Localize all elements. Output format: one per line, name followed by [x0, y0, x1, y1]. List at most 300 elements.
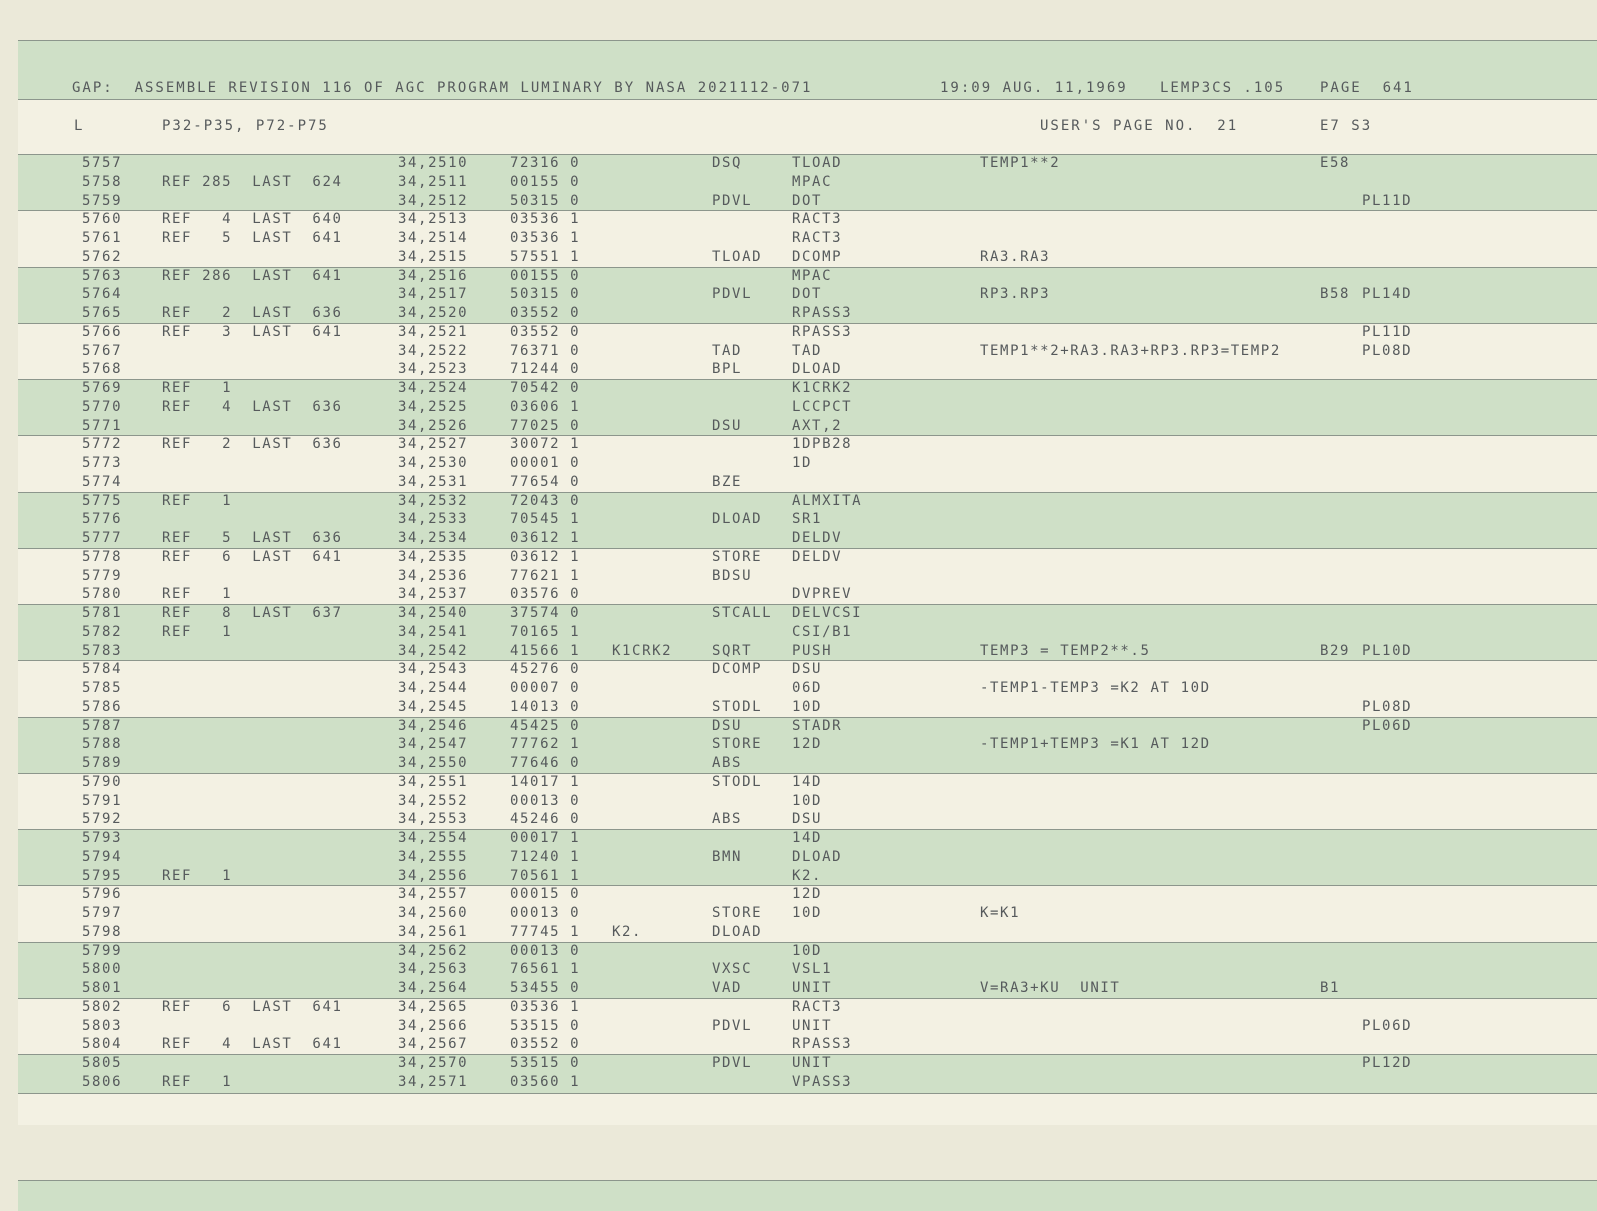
operand: UNIT [792, 1017, 833, 1034]
operand: K1CRK2 [792, 380, 853, 396]
section-title: P32-P35, P72-P75 [162, 118, 329, 134]
sequence-number: 5771 [82, 417, 123, 434]
memory-address: 34,2557 [398, 886, 469, 903]
opcode: STORE [712, 905, 763, 921]
opcode: BPL [712, 361, 743, 378]
code-comment: -TEMP1+TEMP3 =K1 AT 12D [980, 736, 1211, 753]
operand: 10D [792, 792, 823, 809]
memory-address: 34,2530 [398, 455, 469, 471]
octal-word: 77025 0 [510, 417, 581, 434]
opcode: SQRT [712, 642, 753, 659]
listing-row [0, 792, 1597, 811]
listing-row [0, 1054, 1597, 1073]
reference-info: REF 5 LAST 636 [162, 530, 343, 546]
octal-word: 76371 0 [510, 342, 581, 359]
octal-word: 72316 0 [510, 155, 581, 171]
opcode: STORE [712, 548, 763, 565]
memory-address: 34,2537 [398, 586, 469, 603]
operand: DELDV [792, 530, 843, 546]
octal-word: 71240 1 [510, 848, 581, 865]
octal-word: 03612 1 [510, 548, 581, 565]
memory-address: 34,2542 [398, 642, 469, 659]
sequence-number: 5788 [82, 736, 123, 753]
memory-address: 34,2565 [398, 998, 469, 1015]
reference-info: REF 286 LAST 641 [162, 267, 343, 284]
opcode: PDVL [712, 192, 753, 209]
sequence-number: 5798 [82, 923, 123, 940]
operand: DELVCSI [792, 605, 863, 621]
listing-row [0, 154, 1597, 173]
listing-row [0, 604, 1597, 623]
opcode: BDSU [712, 567, 753, 584]
memory-address: 34,2564 [398, 980, 469, 996]
listing-end-rule [18, 1093, 1597, 1094]
octal-word: 03536 1 [510, 998, 581, 1015]
listing-row [0, 267, 1597, 286]
operand: 10D [792, 942, 823, 959]
octal-word: 03612 1 [510, 530, 581, 546]
listing-marker: L [74, 118, 85, 134]
memory-address: 34,2513 [398, 211, 469, 228]
operand: RPASS3 [792, 305, 853, 321]
opcode: STODL [712, 773, 763, 790]
memory-address: 34,2515 [398, 248, 469, 265]
memory-address: 34,2523 [398, 361, 469, 378]
listing-row [0, 417, 1597, 436]
reference-info: REF 8 LAST 637 [162, 605, 343, 621]
listing-row [0, 717, 1597, 736]
octal-word: 00015 0 [510, 886, 581, 903]
code-comment: RA3.RA3 [980, 248, 1051, 265]
memory-address: 34,2541 [398, 623, 469, 640]
listing-row [0, 848, 1597, 867]
sequence-number: 5766 [82, 323, 123, 340]
octal-word: 71244 0 [510, 361, 581, 378]
octal-word: 00155 0 [510, 267, 581, 284]
operand: UNIT [792, 980, 833, 996]
sequence-number: 5786 [82, 698, 123, 715]
code-label: K1CRK2 [612, 642, 673, 659]
octal-word: 70561 1 [510, 867, 581, 884]
sequence-number: 5800 [82, 961, 123, 978]
opcode: TAD [712, 342, 743, 359]
listing-row [0, 960, 1597, 979]
opcode: PDVL [712, 1055, 753, 1071]
memory-address: 34,2535 [398, 548, 469, 565]
listing-row [0, 379, 1597, 398]
listing-row [0, 510, 1597, 529]
sequence-number: 5775 [82, 492, 123, 509]
pushlist-code: PL11D [1362, 192, 1413, 209]
sequence-number: 5769 [82, 380, 123, 396]
memory-address: 34,2525 [398, 398, 469, 415]
pushlist-code: PL06D [1362, 717, 1413, 734]
page-ref: B1 [1320, 980, 1341, 996]
code-comment: RP3.RP3 [980, 286, 1051, 303]
user-page-number: USER'S PAGE NO. 21 [1040, 118, 1239, 134]
sequence-number: 5782 [82, 623, 123, 640]
octal-word: 53515 0 [510, 1055, 581, 1071]
memory-address: 34,2543 [398, 661, 469, 678]
memory-address: 34,2551 [398, 773, 469, 790]
memory-address: 34,2561 [398, 923, 469, 940]
listing-code: E7 S3 [1320, 118, 1373, 134]
octal-word: 77646 0 [510, 755, 581, 771]
listing-row [0, 173, 1597, 192]
memory-address: 34,2531 [398, 473, 469, 490]
listing-row [0, 435, 1597, 454]
sequence-number: 5779 [82, 567, 123, 584]
octal-word: 00007 0 [510, 680, 581, 696]
sequence-number: 5792 [82, 811, 123, 828]
operand: SR1 [792, 511, 823, 528]
memory-address: 34,2540 [398, 605, 469, 621]
operand: MPAC [792, 173, 833, 190]
memory-address: 34,2544 [398, 680, 469, 696]
memory-address: 34,2571 [398, 1073, 469, 1090]
opcode: DCOMP [712, 661, 763, 678]
assembly-job: LEMP3CS .105 [1160, 80, 1286, 96]
sequence-number: 5785 [82, 680, 123, 696]
reference-info: REF 2 LAST 636 [162, 305, 343, 321]
listing-row [0, 942, 1597, 961]
sequence-number: 5796 [82, 886, 123, 903]
operand: DCOMP [792, 248, 843, 265]
operand: RACT3 [792, 211, 843, 228]
sequence-number: 5765 [82, 305, 123, 321]
page-number: PAGE 641 [1320, 80, 1414, 96]
sequence-number: 5760 [82, 211, 123, 228]
listing-row [0, 754, 1597, 773]
octal-word: 03552 0 [510, 305, 581, 321]
memory-address: 34,2547 [398, 736, 469, 753]
operand: K2. [792, 867, 823, 884]
memory-address: 34,2511 [398, 173, 469, 190]
sequence-number: 5799 [82, 942, 123, 959]
code-comment: TEMP1**2+RA3.RA3+RP3.RP3=TEMP2 [980, 342, 1281, 359]
opcode: ABS [712, 811, 743, 828]
memory-address: 34,2527 [398, 436, 469, 453]
operand: 14D [792, 830, 823, 846]
memory-address: 34,2510 [398, 155, 469, 171]
opcode: ABS [712, 755, 743, 771]
operand: DELDV [792, 548, 843, 565]
octal-word: 45246 0 [510, 811, 581, 828]
memory-address: 34,2554 [398, 830, 469, 846]
octal-word: 00017 1 [510, 830, 581, 846]
memory-address: 34,2512 [398, 192, 469, 209]
operand: 06D [792, 680, 823, 696]
operand: RPASS3 [792, 323, 853, 340]
operand: PUSH [792, 642, 833, 659]
sequence-number: 5793 [82, 830, 123, 846]
listing-row [0, 1017, 1597, 1036]
listing-row [0, 229, 1597, 248]
octal-word: 00001 0 [510, 455, 581, 471]
operand: 1D [792, 455, 813, 471]
listing-row [0, 285, 1597, 304]
octal-word: 57551 1 [510, 248, 581, 265]
memory-address: 34,2567 [398, 1036, 469, 1053]
operand: 1DPB28 [792, 436, 853, 453]
reference-info: REF 5 LAST 641 [162, 230, 343, 246]
octal-word: 03552 0 [510, 323, 581, 340]
listing-row [0, 698, 1597, 717]
sequence-number: 5797 [82, 905, 123, 921]
pushlist-code: PL08D [1362, 698, 1413, 715]
pushlist-code: PL08D [1362, 342, 1413, 359]
memory-address: 34,2553 [398, 811, 469, 828]
memory-address: 34,2532 [398, 492, 469, 509]
octal-word: 77621 1 [510, 567, 581, 584]
operand: DVPREV [792, 586, 853, 603]
sequence-number: 5780 [82, 586, 123, 603]
octal-word: 76561 1 [510, 961, 581, 978]
sequence-number: 5759 [82, 192, 123, 209]
reference-info: REF 1 [162, 380, 233, 396]
reference-info: REF 4 LAST 636 [162, 398, 343, 415]
sequence-number: 5790 [82, 773, 123, 790]
sequence-number: 5803 [82, 1017, 123, 1034]
listing-row [0, 810, 1597, 829]
sequence-number: 5757 [82, 155, 123, 171]
operand: STADR [792, 717, 843, 734]
operand: LCCPCT [792, 398, 853, 415]
octal-word: 37574 0 [510, 605, 581, 621]
opcode: VXSC [712, 961, 753, 978]
octal-word: 00013 0 [510, 942, 581, 959]
listing-row [0, 623, 1597, 642]
memory-address: 34,2522 [398, 342, 469, 359]
assembly-datetime: 19:09 AUG. 11,1969 [940, 80, 1128, 96]
opcode: DSU [712, 717, 743, 734]
listing-row [0, 398, 1597, 417]
code-comment: -TEMP1-TEMP3 =K2 AT 10D [980, 680, 1211, 696]
next-page-band [18, 1180, 1597, 1211]
listing-row [0, 342, 1597, 361]
memory-address: 34,2533 [398, 511, 469, 528]
opcode: STORE [712, 736, 763, 753]
sequence-number: 5781 [82, 605, 123, 621]
operand: DSU [792, 811, 823, 828]
sequence-number: 5762 [82, 248, 123, 265]
operand: 12D [792, 736, 823, 753]
opcode: DLOAD [712, 511, 763, 528]
listing-row [0, 323, 1597, 342]
reference-info: REF 285 LAST 624 [162, 173, 343, 190]
opcode: PDVL [712, 1017, 753, 1034]
listing-row [0, 360, 1597, 379]
listing-row [0, 548, 1597, 567]
sequence-number: 5794 [82, 848, 123, 865]
reference-info: REF 1 [162, 1073, 233, 1090]
octal-word: 03560 1 [510, 1073, 581, 1090]
operand: 14D [792, 773, 823, 790]
memory-address: 34,2566 [398, 1017, 469, 1034]
listing-row [0, 642, 1597, 661]
octal-word: 00155 0 [510, 173, 581, 190]
listing-row [0, 473, 1597, 492]
octal-word: 00013 0 [510, 792, 581, 809]
sequence-number: 5767 [82, 342, 123, 359]
pushlist-code: PL14D [1362, 286, 1413, 303]
octal-word: 77654 0 [510, 473, 581, 490]
listing-row [0, 454, 1597, 473]
pushlist-code: PL11D [1362, 323, 1413, 340]
operand: VPASS3 [792, 1073, 853, 1090]
sequence-number: 5791 [82, 792, 123, 809]
sequence-number: 5795 [82, 867, 123, 884]
listing-row [0, 998, 1597, 1017]
listing-row [0, 567, 1597, 586]
opcode: BZE [712, 473, 743, 490]
reference-info: REF 4 LAST 641 [162, 1036, 343, 1053]
reference-info: REF 1 [162, 492, 233, 509]
memory-address: 34,2550 [398, 755, 469, 771]
memory-address: 34,2555 [398, 848, 469, 865]
opcode: DSQ [712, 155, 743, 171]
opcode: VAD [712, 980, 743, 996]
sequence-number: 5772 [82, 436, 123, 453]
listing-row [0, 773, 1597, 792]
sequence-number: 5776 [82, 511, 123, 528]
operand: RPASS3 [792, 1036, 853, 1053]
listing-row [0, 923, 1597, 942]
operand: MPAC [792, 267, 833, 284]
memory-address: 34,2545 [398, 698, 469, 715]
operand: ALMXITA [792, 492, 863, 509]
listing-row [0, 660, 1597, 679]
page-ref: B29 [1320, 642, 1351, 659]
code-comment: V=RA3+KU UNIT [980, 980, 1121, 996]
operand: DLOAD [792, 361, 843, 378]
operand: RACT3 [792, 230, 843, 246]
memory-address: 34,2536 [398, 567, 469, 584]
sequence-number: 5777 [82, 530, 123, 546]
code-comment: K=K1 [980, 905, 1021, 921]
opcode: DLOAD [712, 923, 763, 940]
octal-word: 45276 0 [510, 661, 581, 678]
octal-word: 72043 0 [510, 492, 581, 509]
sequence-number: 5806 [82, 1073, 123, 1090]
pushlist-code: PL12D [1362, 1055, 1413, 1071]
listing-row [0, 829, 1597, 848]
octal-word: 03536 1 [510, 211, 581, 228]
operand: DOT [792, 192, 823, 209]
operand: DSU [792, 661, 823, 678]
octal-word: 30072 1 [510, 436, 581, 453]
code-comment: TEMP3 = TEMP2**.5 [980, 642, 1151, 659]
octal-word: 14017 1 [510, 773, 581, 790]
operand: UNIT [792, 1055, 833, 1071]
listing-row [0, 1035, 1597, 1054]
operand: CSI/B1 [792, 623, 853, 640]
octal-word: 03536 1 [510, 230, 581, 246]
octal-word: 53455 0 [510, 980, 581, 996]
listing-row [0, 904, 1597, 923]
pushlist-code: PL06D [1362, 1017, 1413, 1034]
operand: 10D [792, 698, 823, 715]
memory-address: 34,2556 [398, 867, 469, 884]
sequence-number: 5805 [82, 1055, 123, 1071]
octal-word: 03606 1 [510, 398, 581, 415]
memory-address: 34,2562 [398, 942, 469, 959]
sequence-number: 5787 [82, 717, 123, 734]
memory-address: 34,2563 [398, 961, 469, 978]
listing-row [0, 304, 1597, 323]
sequence-number: 5768 [82, 361, 123, 378]
page-ref: B58 [1320, 286, 1351, 303]
octal-word: 45425 0 [510, 717, 581, 734]
memory-address: 34,2560 [398, 905, 469, 921]
sequence-number: 5783 [82, 642, 123, 659]
octal-word: 50315 0 [510, 286, 581, 303]
memory-address: 34,2521 [398, 323, 469, 340]
octal-word: 41566 1 [510, 642, 581, 659]
sequence-number: 5758 [82, 173, 123, 190]
octal-word: 70545 1 [510, 511, 581, 528]
reference-info: REF 1 [162, 867, 233, 884]
listing-row [0, 735, 1597, 754]
octal-word: 70165 1 [510, 623, 581, 640]
octal-word: 53515 0 [510, 1017, 581, 1034]
opcode: TLOAD [712, 248, 763, 265]
sequence-number: 5801 [82, 980, 123, 996]
memory-address: 34,2516 [398, 267, 469, 284]
sequence-number: 5773 [82, 455, 123, 471]
reference-info: REF 1 [162, 586, 233, 603]
opcode: STODL [712, 698, 763, 715]
listing-row [0, 585, 1597, 604]
memory-address: 34,2520 [398, 305, 469, 321]
listing-row [0, 679, 1597, 698]
operand: DLOAD [792, 848, 843, 865]
sequence-number: 5784 [82, 661, 123, 678]
reference-info: REF 6 LAST 641 [162, 998, 343, 1015]
sequence-number: 5778 [82, 548, 123, 565]
memory-address: 34,2524 [398, 380, 469, 396]
sequence-number: 5764 [82, 286, 123, 303]
listing-row [0, 192, 1597, 211]
listing-row [0, 248, 1597, 267]
octal-word: 00013 0 [510, 905, 581, 921]
listing-row [0, 867, 1597, 886]
operand: DOT [792, 286, 823, 303]
memory-address: 34,2546 [398, 717, 469, 734]
opcode: STCALL [712, 605, 773, 621]
operand: 12D [792, 886, 823, 903]
operand: 10D [792, 905, 823, 921]
octal-word: 77745 1 [510, 923, 581, 940]
octal-word: 50315 0 [510, 192, 581, 209]
memory-address: 34,2514 [398, 230, 469, 246]
assembly-title: GAP: ASSEMBLE REVISION 116 OF AGC PROGRAM LUMINARY BY NASA 2021112-071 [72, 80, 813, 96]
listing-row [0, 979, 1597, 998]
reference-info: REF 6 LAST 641 [162, 548, 343, 565]
sequence-number: 5789 [82, 755, 123, 771]
sequence-number: 5770 [82, 398, 123, 415]
sequence-number: 5804 [82, 1036, 123, 1053]
pushlist-code: PL10D [1362, 642, 1413, 659]
opcode: PDVL [712, 286, 753, 303]
sequence-number: 5761 [82, 230, 123, 246]
octal-word: 14013 0 [510, 698, 581, 715]
memory-address: 34,2570 [398, 1055, 469, 1071]
reference-info: REF 1 [162, 623, 233, 640]
reference-info: REF 2 LAST 636 [162, 436, 343, 453]
page-ref: E58 [1320, 155, 1351, 171]
opcode: DSU [712, 417, 743, 434]
